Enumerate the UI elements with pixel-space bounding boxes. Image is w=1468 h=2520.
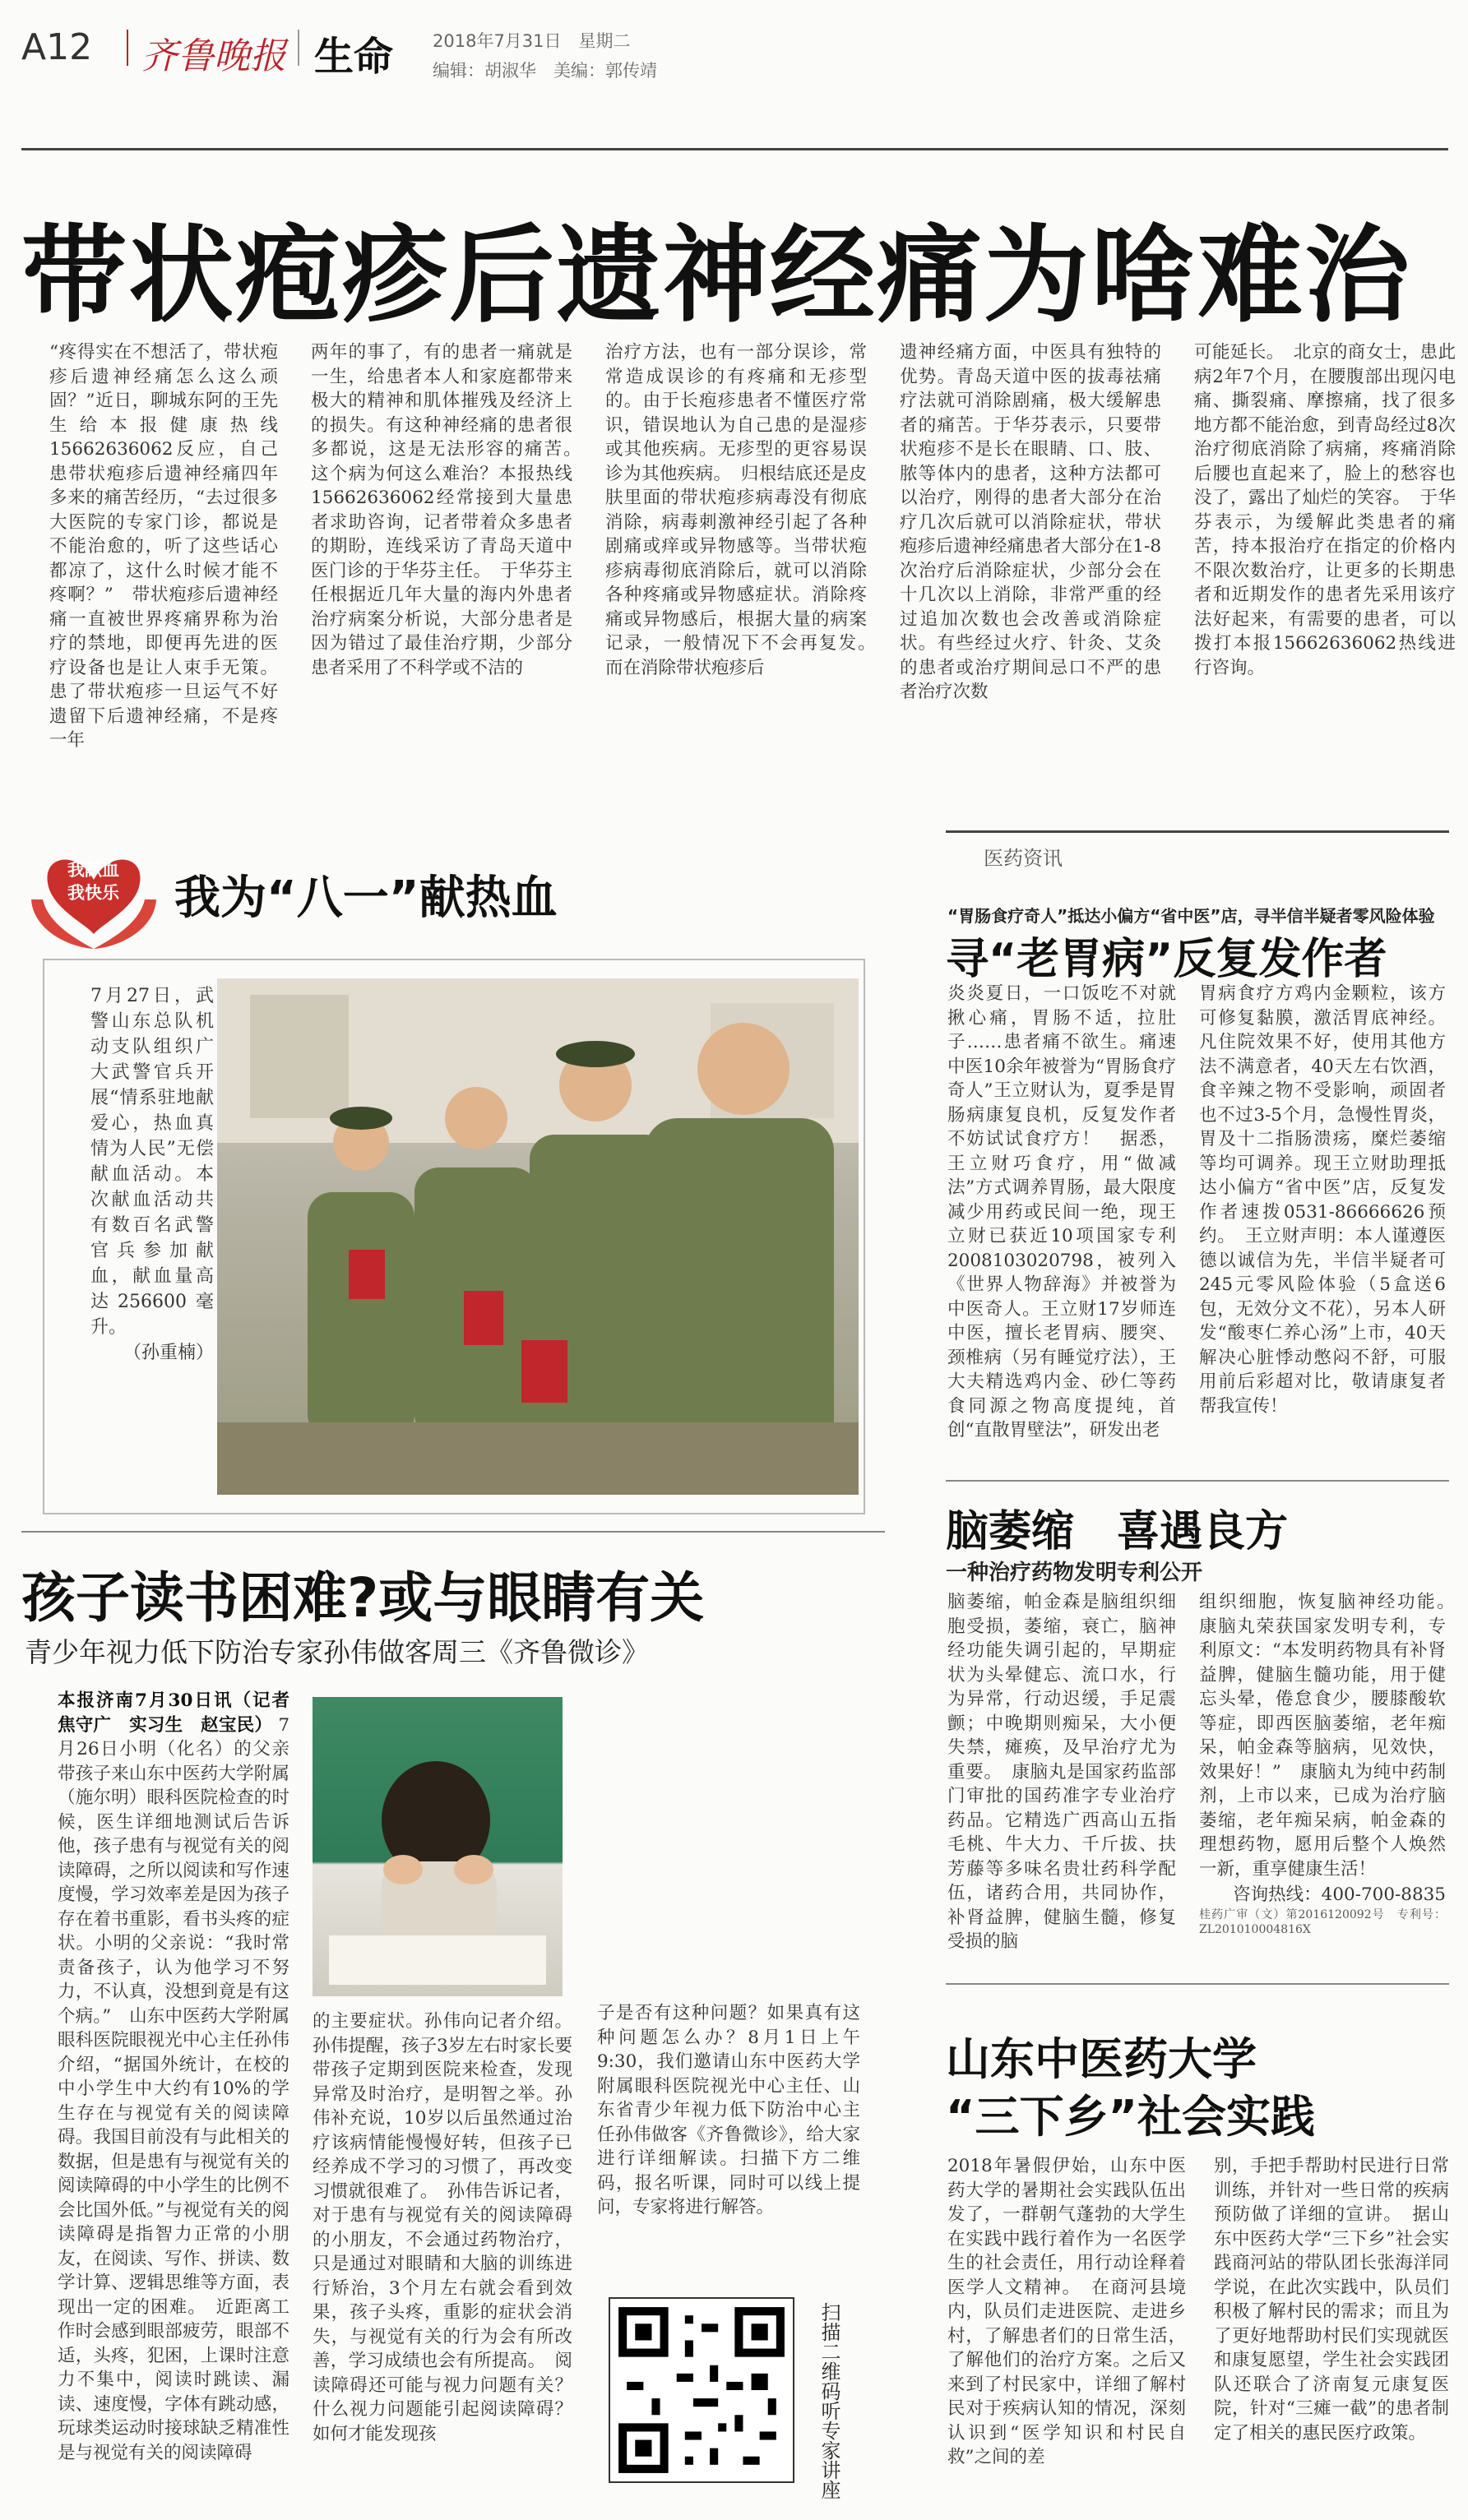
donation-title: 我为“八一”献热血 — [174, 872, 558, 925]
brain-subtitle: 一种治疗药物发明专利公开 — [946, 1561, 1203, 1585]
eyes-title: 孩子读书困难?或与眼睛有关 — [21, 1566, 705, 1630]
eyes-column-1 — [58, 1689, 289, 2503]
eyes-subtitle: 青少年视力低下防治专家孙伟做客周三《齐鲁微诊》 — [25, 1636, 649, 1668]
lead-column-3: 治疗方法，也有一部分误诊，常常造成误诊的有疼痛和无疹型的。由于长疱疹患者不懂医疗常识，错误地认为自己患的是湿疹或其他疾病。无疹型的更容易误诊为其他疾病。 归根结底还是皮肤里面的带状疱疹病毒没有彻底消除，病毒刺激神经引起了各种剧痛或痒或异物感等。当带状疱疹病毒彻底消除后，就可以消除各种疼痛或异物感症状。消除疼痛或异物感后，根据大量的病案记录，一般情况下不会再复发。 而在消除带状疱疹后 — [605, 342, 885, 678]
university-title-2: “三下乡”社会实践 — [946, 2091, 1315, 2143]
donation-photo — [217, 978, 859, 1495]
eyes-photo — [313, 1697, 563, 1996]
brain-column-2-text: 组织细胞，恢复脑神经功能。 康脑丸荣获国家发明专利，专利原文：“本发明药物具有补肾益脾，健脑生髓功能，用于健忘头晕，倦怠食少，腰膝酸软等症，即西医脑萎缩，老年痴呆，帕金森等脑病，见效快，效果好！” 康脑丸为纯中药制剂，上市以来，已成为治疗脑萎缩，老年痴呆病，帕金森的理想药物，愿用后整个人焕然一新，重享健康生活！ — [1199, 1592, 1464, 1880]
lead-column-4: 遗神经痛方面，中医具有独特的优势。青岛天道中医的拔毒祛痛疗法就可消除剧痛，极大缓解患者的痛苦。于华芬表示，只要带状疱疹不是长在眼睛、口、肢、脓等体内的患者，这种方法都可以治疗，刚得的患者大部分在治疗几次后就可以消除症状，带状疱疹后遗神经痛患者大部分在1-8次治疗后消除症状，少部分会在十几次以上消除，非常严重的经过追加次数也会改善或消除症状。有些经过火疗、针灸、艾灸的患者或治疗期间忌口不严的患者治疗次数 — [900, 342, 1161, 702]
child-reading-image — [313, 1697, 563, 1996]
paper-logo: 齐鲁晚报 — [141, 35, 286, 77]
medicine-column-2: 胃病食疗方鸡内金颗粒，该方可修复黏膜，激活胃底神经。凡住院效果不好，使用其他方法不满意者，40天左右饮酒，食辛辣之物不受影响，顽固者也不过3-5个月，急慢性胃炎，胃及十二指肠溃疡，糜烂萎缩等均可调养。现王立财助理抵达小偏方“省中医”店，反复发作者速拨0531-86666626预约。 王立财声明：本人谨遵医德以诚信为先，半信半疑者可245元零风险体验（5盒送6包，无效分文不花），另本人研发“酸枣仁养心汤”上市，40天解决心脏悸动憋闷不舒，可服用前后彩超对比，敬请康复者帮我宣传！ — [1199, 983, 1446, 1417]
brain-divider — [946, 1480, 1449, 1482]
eyes-column-3: 子是否有这种问题？如果真有这种问题怎么办？8月1日上午9:30，我们邀请山东中医药大学附属眼科医院视光中心主任、山东省青少年视力低下防治中心主任孙伟做客《齐鲁微诊》，给大家进行详细解读。扫描下方二维码，报名听课，同时可以线上提问，专家将进行解答。 — [597, 2003, 860, 2217]
lead-column-1: “疼得实在不想活了，带状疱疹后遗神经痛怎么这么顽固？”近日，聊城东阿的王先生给本报健康热线15662636062反应，自己患带状疱疹后遗神经痛四年多来的痛苦经历，“去过很多大医院的专家门诊，都说是不能治愈的，听了这些话心都凉了，这什么时候才能不疼啊？” 带状疱疹后遗神经痛一直被世界疼痛界称为治疗的禁地，即便再先进的医疗设备也是让人束手无策。患了带状疱疹一旦运气不好遗留下后遗神经痛，不是疼一年 — [49, 342, 278, 751]
university-divider — [946, 1983, 1449, 1985]
medicine-column-1: 炎炎夏日，一口饭吃不对就揪心痛，胃肠不适，拉肚子……患者痛不欲生。痛速中医10余年被誉为“胃肠食疗奇人”王立财认为，夏季是胃肠病康复良机，反复发作者不妨试试食疗方！ 据悉，王立财巧食疗，用“做减法”方式调养胃肠，最大限度减少用药或民间一绝，现王立财已获近10项国家专利2008103020798，被列入《世界人物辞海》并被誉为中医奇人。王立财17岁师连中医，擅长老胃病、腰突、颈椎病（另有睡觉疗法），王大夫精选鸡内金、砂仁等药食同源之物高度提纯，首创“直散胃壁法”，研发出老 — [947, 983, 1176, 1440]
editors-line: 编辑：胡淑华 美编：郭传靖 — [433, 61, 657, 81]
masthead-rule — [21, 148, 1448, 150]
brain-title: 脑萎缩 喜遇良方 — [946, 1507, 1289, 1556]
main-headline: 带状疱疹后遗神经痛为啥难治 — [21, 215, 1412, 337]
lead-column-2: 两年的事了，有的患者一痛就是一生，给患者本人和家庭都带来极大的精神和肌体摧残及经济上的损失。有这种神经痛的患者很多都说，这是无法形容的痛苦。 这个病为何这么难治？本报热线15662636062经常接到大量患者求助咨询，记者带着众多患者的期盼，连线采访了青岛天道中医门诊的于华芬主任。 于华芬主任根据近几年大量的海内外患者治疗病案分析说，大部分患者是因为错过了最佳治疗期，少部分患者采用了不科学或不洁的 — [311, 342, 590, 678]
donation-caption — [90, 983, 214, 1411]
issue-date: 2018年7月31日 星期二 — [433, 31, 631, 51]
donation-caption-text: 7月27日，武警山东总队机动支队组织广大武警官兵开展“情系驻地献爱心，热血真情为人民”无偿献血活动。本次献血活动共有数百名武警官兵参加献血，献血量高达256600毫升。 — [90, 986, 214, 1338]
university-column-2: 别，手把手帮助村民进行日常训练，并针对一些日常的疾病预防做了详细的宣讲。 据山东中医药大学“三下乡”社会实践商河站的带队团长张海洋同学说，在此次实践中，队员们积极了解村民的需求；而且为了更好地帮助村民们实现就医和康复愿望，学生社会实践团队还联合了济南复元康复医院，针对“三瘫一截”的患者制定了相关的惠民医疗政策。 — [1214, 2156, 1449, 2444]
brain-column-2 — [1199, 1590, 1464, 1985]
medicine-title: 寻“老胃病”反复发作者 — [946, 935, 1387, 984]
qr-code[interactable] — [609, 2297, 794, 2483]
heart-hands-logo — [20, 832, 168, 955]
brain-approval: 桂药广审（文）第2016120092号 专利号：ZL201010004816X — [1199, 1907, 1446, 1936]
brain-hotline: 咨询热线：400-700-8835 — [1233, 1884, 1446, 1905]
lead-column-5: 可能延长。 北京的商女士，患此病2年7个月，在腰腹部出现闪电痛、撕裂痛、摩擦痛，找了很多地方都不能治愈，到青岛经过8次治疗彻底消除了病痛，疼痛消除后腰也直起来了，脸上的愁容也没了，露出了灿烂的笑容。 于华芬表示，为缓解此类患者的痛苦，持本报治疗在指定的价格内不限次数治疗，让更多的长期患者和近期发作的患者先采用该疗法好起来，有需要的患者，可以拨打本报15662636062热线进行咨询。 — [1194, 342, 1456, 678]
donation-credit: （孙重楠） — [123, 1343, 214, 1363]
masthead-divider — [127, 30, 128, 66]
medicine-kicker: “胃肠食疗奇人”抵达小偏方“省中医”店，寻半信半疑者零风险体验 — [947, 906, 1435, 926]
eyes-divider — [21, 1531, 885, 1533]
page-number: A12 — [21, 26, 93, 68]
badge-line-2: 我快乐 — [67, 883, 119, 903]
university-title-1: 山东中医药大学 — [946, 2033, 1257, 2085]
masthead-divider — [298, 30, 299, 66]
eyes-column-2: 的主要症状。孙伟向记者介绍。孙伟提醒，孩子3岁左右时家长要带孩子定期到医院来检查，发现异常及时治疗，是明智之举。孙伟补充说，10岁以后虽然通过治疗该病情能慢慢好转，但孩子已经养成不学习的习惯了，再改变习惯就很难了。 孙伟告诉记者，对于患有与视觉有关的阅读障碍的小朋友，不会通过药物治疗，只是通过对眼睛和大脑的训练进行矫治，3个月左右就会看到效果，孩子头疼，重影的症状会消失，与视觉有关的行为会有所改善，学习成绩也会有所提高。 阅读障碍还可能与视力问题有关？什么视力问题能引起阅读障碍？如何才能发现孩 — [313, 2011, 572, 2444]
brain-column-1: 脑萎缩，帕金森是脑组织细胞受损，萎缩，衰亡，脑神经功能失调引起的，早期症状为头晕健忘、流口水，行为异常，行动迟缓，手足震颤；中晚期则痴呆，大小便失禁，瘫痪，及早治疗尤为重要。 康脑丸是国家药监部门审批的国药准字专业治疗药品。它精选广西高山五指毛桃、牛大力、千斤拔、扶芳藤等多味名贵壮药科学配伍，诸药合用，共同协作，补肾益脾，健脑生髓，修复受损的脑 — [947, 1592, 1176, 1952]
qr-caption: 扫描二维码听专家讲座 — [817, 2302, 841, 2499]
badge-line-1: 我献血 — [67, 860, 119, 880]
medicine-tag: 医药资讯 — [984, 847, 1063, 870]
eyes-byline: 本报济南7月30日讯（记者 焦守广 实习生 赵宝民） — [58, 1690, 289, 1736]
section-title: 生命 — [314, 34, 394, 80]
masthead — [21, 21, 1448, 81]
university-column-1: 2018年暑假伊始，山东中医药大学的暑期社会实践队伍出发了，一群朝气蓬勃的大学生在实践中践行着作为一名医学生的社会责任，用行动诠释着医学人文精神。 在商河县境内，队员们走进医院、走进乡村，了解患者们的日常生活，了解他们的治疗方案。之后又来到了村民家中，详细了解村民对于疾病认知的情况，深刻认识到“医学知识和村民自救”之间的差 — [947, 2156, 1186, 2467]
eyes-column-1-text: 7月26日小明（化名）的父亲带孩子来山东中医药大学附属（施尔明）眼科医院检查的时候，医生详细地测试后告诉他，孩子患有与视觉有关的阅读障碍，之所以阅读和写作速度慢，学习效率差是因为孩子存在着书重影，看书头疼的症状。小明的父亲说：“我时常责备孩子，认为他学习不努力，不认真，没想到竟是有这个病。” 山东中医药大学附属眼科医院眼视光中心主任孙伟介绍，“据国外统计，在校的中小学生中大约有10%的学生存在与视觉有关的阅读障碍。我国目前没有与此相关的数据，但是患有与视觉有关的阅读障碍的中小学生的比例不会比国外低。”与视觉有关的阅读障碍是指智力正常的小朋友，在阅读、写作、拼读、数学计算、逻辑思维等方面，表现出一定的困难。 近距离工作时会感到眼部疲劳，眼部不适，头疼，犯困，上课时注意力不集中，阅读时跳读、漏读、速度慢，字体有跳动感，玩球类运动时接球缺乏精准性是与视觉有关的阅读障碍 — [58, 1714, 289, 2463]
soldiers-donating-blood-image — [217, 978, 859, 1495]
qr-code-icon — [610, 2299, 793, 2481]
